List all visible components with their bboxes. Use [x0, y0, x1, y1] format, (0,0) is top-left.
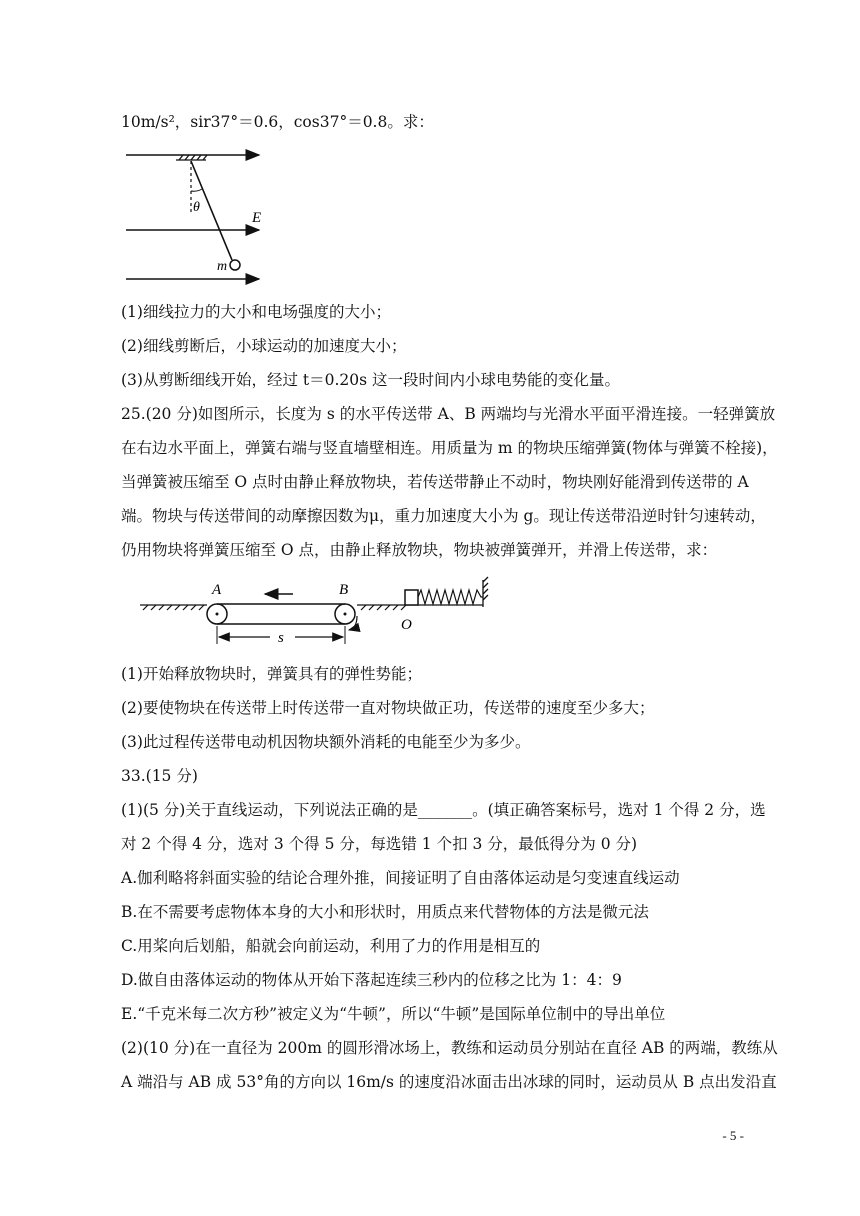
q33-heading: 33.(15 分): [121, 767, 198, 785]
mass-label: m: [217, 259, 228, 274]
field-label: E: [252, 210, 262, 226]
q33-option-d: D.做自由落体运动的物体从开始下落起连续三秒内的位移之比为 1：4：9: [121, 971, 622, 989]
label-o: O: [401, 617, 412, 633]
spring: [418, 590, 483, 604]
label-b: B: [339, 582, 349, 598]
block: [405, 590, 418, 605]
q25-part-3: (3)此过程传送带电动机因物块额外消耗的电能至少为多少。: [121, 733, 531, 751]
label-s: s: [278, 630, 284, 646]
q24-part-2: (2)细线剪断后，小球运动的加速度大小；: [121, 337, 407, 355]
q33-part-2-line-1: (2)(10 分)在一直径为 200m 的圆形滑冰场上，教练和运动员分别站在直径 AB 的两端，教练从: [121, 1039, 778, 1057]
q33-option-c: C.用桨向后划船，船就会向前运动，利用了力的作用是相互的: [121, 937, 541, 955]
q33-line-2: 对 2 个得 4 分，选对 3 个得 5 分，每选错 1 个扣 3 分，最低得分为 0 分): [121, 835, 638, 853]
angle-arc: [191, 189, 202, 191]
q25-line-5: 仍用物块将弹簧压缩至 O 点，由静止释放物块，物块被弹簧弹开，并滑上传送带，求：: [121, 541, 718, 559]
page-number: - 5 -: [722, 1128, 744, 1143]
theta-label: θ: [193, 200, 200, 215]
q25-line-1: 25.(20 分)如图所示，长度为 s 的水平传送带 A、B 两端均与光滑水平面平滑连接。一轻弹簧放: [121, 405, 776, 423]
pendulum-figure: [121, 143, 281, 293]
problem-24-tail-text: 10m/s²，sir37°＝0.6，cos37°＝0.8。求：: [121, 113, 434, 131]
ground-left: [140, 605, 207, 610]
q33-option-a: A.伽利略将斜面实验的结论合理外推，间接证明了自由落体运动是匀变速直线运动: [121, 869, 680, 887]
q33-line-1: (1)(5 分)关于直线运动，下列说法正确的是_______。(填正确答案标号，选对 1 个得 2 分，选: [121, 801, 766, 819]
q33-option-b: B.在不需要考虑物体本身的大小和形状时，用质点来代替物体的方法是微元法: [121, 903, 649, 921]
q25-line-2: 在右边水平面上，弹簧右端与竖直墙壁相连。用质量为 m 的物块压缩弹簧(物体与弹簧不栓接)，: [121, 439, 778, 457]
q25-line-4: 端。物块与传送带间的动摩擦因数为μ，重力加速度大小为 g。现让传送带沿逆时针匀速转动，: [121, 507, 766, 525]
conveyor-figure: [135, 572, 505, 652]
q24-part-3: (3)从剪断细线开始，经过 t＝0.20s 这一段时间内小球电势能的变化量。: [121, 371, 621, 389]
charged-ball: [230, 260, 240, 270]
wall: [483, 577, 488, 607]
ground-right: [357, 605, 483, 610]
label-a: A: [212, 582, 222, 598]
q24-part-1: (1)细线拉力的大小和电场强度的大小；: [121, 303, 391, 321]
q33-option-e: E.“千克米每二次方秒”被定义为“牛顿”，所以“牛顿”是国际单位制中的导出单位: [121, 1005, 666, 1023]
q25-part-1: (1)开始释放物块时，弹簧具有的弹性势能；: [121, 665, 422, 683]
q33-part-2-line-2: A 端沿与 AB 成 53°角的方向以 16m/s 的速度沿冰面击出冰球的同时，运动员从 B 点出发沿直: [121, 1073, 777, 1091]
q25-part-2: (2)要使物块在传送带上时传送带一直对物块做正功，传送带的速度至少多大；: [121, 699, 655, 717]
q25-line-3: 当弹簧被压缩至 O 点时由静止释放物块，若传送带静止不动时，物块刚好能滑到传送带的 A: [121, 473, 749, 491]
